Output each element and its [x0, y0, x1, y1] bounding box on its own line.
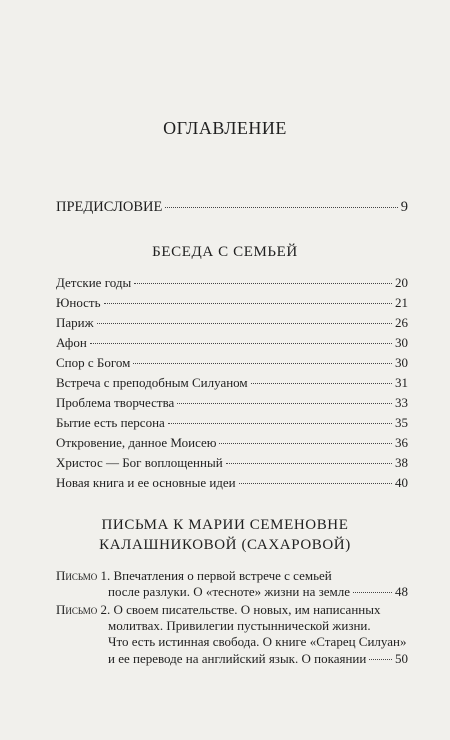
toc-entry [56, 455, 408, 471]
toc-entry [56, 435, 408, 451]
letter-first-line [56, 602, 408, 618]
page-title: ОГЛАВЛЕНИЕ [163, 118, 287, 138]
dot-leader [226, 463, 392, 464]
letter-text: Что есть истинная свобода. О книге «Старец Силуан» [108, 634, 407, 650]
dot-leader [134, 283, 392, 284]
toc-entry-page: 20 [395, 275, 408, 290]
toc-entry [56, 475, 408, 491]
toc-entry-page: 21 [395, 295, 408, 310]
toc-entry [56, 335, 408, 351]
toc-entry-label: Новая книга и ее основные идеи [56, 475, 236, 490]
toc-entry-label: Спор с Богом [56, 355, 131, 370]
toc-entry-page: 9 [400, 199, 408, 215]
toc-entry [56, 355, 408, 371]
dot-leader [165, 207, 397, 208]
letter-text: и ее переводе на английский язык. О покаянии [108, 650, 367, 666]
toc-entry-page: 35 [395, 415, 408, 430]
letter-text: после разлуки. О «тесноте» жизни на земле [108, 584, 350, 600]
toc-entry-label: Бытие есть персона [56, 415, 165, 430]
section-heading-letters-line2: КАЛАШНИКОВОЙ (САХАРОВОЙ) [99, 537, 351, 553]
toc-entry-page: 30 [395, 335, 408, 350]
toc-entry-page: 40 [395, 475, 408, 490]
dot-leader [353, 592, 392, 593]
toc-entry-preface [56, 199, 408, 215]
dot-leader [168, 423, 392, 424]
toc-entry [56, 315, 408, 331]
toc-entry-letter-1 [56, 568, 408, 600]
toc-entry-label: Встреча с преподобным Силуаном [56, 375, 248, 390]
dot-leader [90, 343, 392, 344]
toc-entry-label: ПРЕДИСЛОВИЕ [56, 199, 163, 215]
letter-prefix: Письмо 2. [56, 602, 111, 617]
toc-entry [56, 375, 408, 391]
toc-entry-label: Афон [56, 335, 87, 350]
letter-text: Впечатления о первой встрече с семьей [113, 568, 332, 583]
toc-entry-letter-2 [56, 602, 408, 667]
toc-entry-page: 38 [395, 455, 408, 470]
section-heading-letters-line1: ПИСЬМА К МАРИИ СЕМЕНОВНЕ [101, 517, 349, 533]
dot-leader [251, 383, 392, 384]
toc-entry-label: Париж [56, 315, 94, 330]
dot-leader [97, 323, 392, 324]
dot-leader [133, 363, 392, 364]
toc-entry-page: 31 [395, 375, 408, 390]
toc-entry [56, 275, 408, 291]
toc-entry-label: Детские годы [56, 275, 132, 290]
toc-entry [56, 395, 408, 411]
toc-entry-label: Откровение, данное Моисею [56, 435, 217, 450]
toc-entry [56, 415, 408, 431]
toc-entry-page: 26 [395, 315, 408, 330]
letter-last-line [56, 651, 408, 667]
letter-text: О своем писательстве. О новых, им написанных [113, 602, 381, 617]
dot-leader [219, 443, 392, 444]
toc-entry-label: Юность [56, 295, 101, 310]
toc-entry-label: Христос — Бог воплощенный [56, 455, 223, 470]
dot-leader [177, 403, 392, 404]
toc-entry-page: 30 [395, 355, 408, 370]
section-heading-family-talk: БЕСЕДА С СЕМЬЕЙ [152, 244, 298, 260]
toc-entry [56, 295, 408, 311]
letter-text: молитвах. Привилегии пустыннической жизни. [108, 618, 371, 634]
letter-last-line [56, 584, 408, 600]
toc-entry-page: 50 [395, 650, 408, 666]
letter-prefix: Письмо 1. [56, 568, 111, 583]
letter-first-line [56, 568, 408, 584]
dot-leader [369, 659, 392, 660]
dot-leader [104, 303, 392, 304]
toc-entry-page: 33 [395, 395, 408, 410]
toc-entry-page: 48 [395, 584, 408, 600]
toc-entry-page: 36 [395, 435, 408, 450]
toc-entry-label: Проблема творчества [56, 395, 175, 410]
dot-leader [239, 483, 392, 484]
